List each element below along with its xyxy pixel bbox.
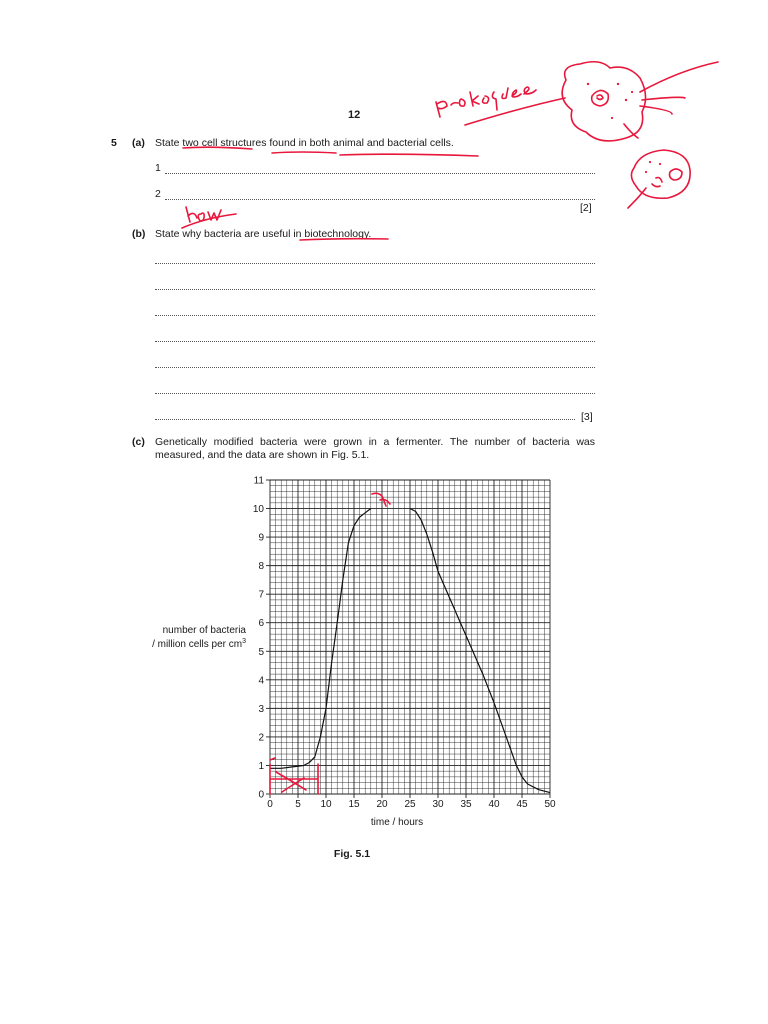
part-a-marks: [2] — [580, 202, 592, 214]
figure-caption: Fig. 5.1 — [333, 848, 371, 860]
x-tick-label: 15 — [348, 799, 360, 810]
y-tick-label: 11 — [253, 475, 264, 487]
y-tick-label: 5 — [258, 646, 264, 658]
part-b-text: State why bacteria are useful in biotechnology. — [155, 228, 372, 240]
y-tick-label: 10 — [252, 504, 264, 516]
y-tick-label: 6 — [258, 618, 264, 630]
x-axis-label: time / hours — [370, 817, 424, 828]
y-tick-label: 9 — [258, 532, 264, 544]
y-axis-label-line2-group — [152, 638, 246, 650]
x-tick-label: 30 — [432, 799, 444, 810]
data-line-segment-2 — [410, 509, 550, 793]
y-tick-label: 0 — [258, 789, 264, 801]
y-tick-label: 2 — [258, 732, 264, 744]
part-c-label: (c) — [132, 436, 145, 448]
chart-grid — [270, 480, 550, 794]
y-axis-label-line2: / million cells per cm — [152, 639, 243, 650]
x-tick-label: 0 — [267, 799, 273, 810]
x-tick-label: 35 — [460, 799, 472, 810]
x-tick-label: 40 — [488, 799, 500, 810]
part-c-text-line2: measured, and the data are shown in Fig. 5.1. — [155, 449, 370, 461]
part-b-label: (b) — [132, 228, 146, 240]
y-axis-label-superscript: 3 — [242, 638, 246, 645]
page-number: 12 — [348, 109, 361, 121]
part-c-text-line1: Genetically modified bacteria were grown in a fermenter. The number of bacteria was — [155, 436, 595, 448]
y-tick-label: 7 — [258, 589, 264, 601]
y-tick-label: 4 — [258, 675, 264, 687]
answer-line-1-number: 1 — [155, 162, 161, 174]
part-b-marks: [3] — [581, 411, 593, 423]
y-tick-label: 8 — [258, 561, 264, 573]
part-a-text: State two cell structures found in both animal and bacterial cells. — [155, 137, 454, 149]
answer-line-2-number: 2 — [155, 188, 161, 200]
y-axis-label-line1: number of bacteria — [162, 625, 246, 636]
x-tick-label: 45 — [516, 799, 528, 810]
x-tick-label: 50 — [544, 799, 556, 810]
y-tick-label: 1 — [258, 760, 264, 772]
part-a-label: (a) — [132, 137, 145, 149]
x-tick-label: 20 — [376, 799, 388, 810]
x-tick-label: 25 — [404, 799, 416, 810]
y-tick-label: 3 — [258, 703, 264, 715]
x-tick-label: 10 — [320, 799, 332, 810]
x-tick-label: 5 — [295, 799, 301, 810]
question-number: 5 — [111, 137, 117, 149]
